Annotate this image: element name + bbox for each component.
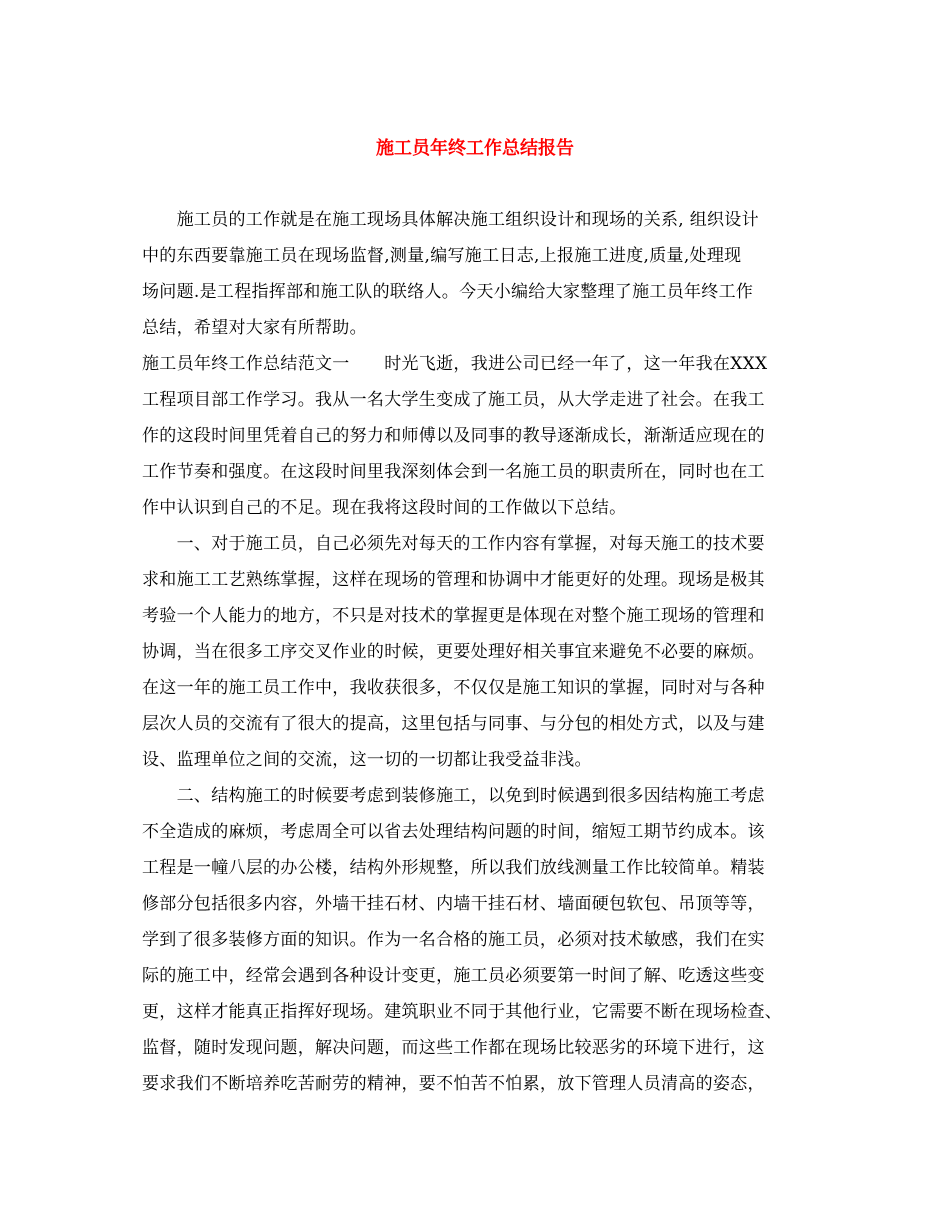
body-line: 际的施工中，经常会遇到各种设计变更，施工员必须要第一时间了解、吃透这些变 (142, 966, 765, 986)
body-line: 施工员年终工作总结范文一 时光飞逝，我进公司已经一年了，这一年我在XXX (142, 354, 768, 374)
body-line: 总结，希望对大家有所帮助。 (142, 318, 367, 338)
body-line: 施工员的工作就是在施工现场具体解决施工组织设计和现场的关系, 组织设计 (142, 210, 759, 230)
body-line: 中的东西要靠施工员在现场监督,测量,编写施工日志,上报施工进度,质量,处理现 (142, 246, 742, 266)
document-title: 施工员年终工作总结报告 (376, 138, 574, 159)
body-line: 学到了很多装修方面的知识。作为一名合格的施工员，必须对技术敏感，我们在实 (142, 930, 765, 950)
body-line: 修部分包括很多内容，外墙干挂石材、内墙干挂石材、墙面硬包软包、吊顶等等， (142, 894, 765, 914)
body-line: 协调，当在很多工序交叉作业的时候，更要处理好相关事宜来避免不必要的麻烦。 (142, 642, 765, 662)
body-line: 场问题.是工程指挥部和施工队的联络人。今天小编给大家整理了施工员年终工作 (142, 282, 754, 302)
body-line: 一、对于施工员，自己必须先对每天的工作内容有掌握，对每天施工的技术要 (142, 534, 765, 554)
body-line: 工程项目部工作学习。我从一名大学生变成了施工员，从大学走进了社会。在我工 (142, 390, 765, 410)
body-line: 监督，随时发现问题，解决问题，而这些工作都在现场比较恶劣的环境下进行，这 (142, 1038, 765, 1058)
body-line: 不全造成的麻烦，考虑周全可以省去处理结构问题的时间，缩短工期节约成本。该 (142, 822, 765, 842)
body-line: 二、结构施工的时候要考虑到装修施工，以免到时候遇到很多因结构施工考虑 (142, 786, 765, 806)
body-line: 工作节奏和强度。在这段时间里我深刻体会到一名施工员的职责所在，同时也在工 (142, 462, 765, 482)
body-line: 更，这样才能真正指挥好现场。建筑职业不同于其他行业，它需要不断在现场检查、 (142, 1002, 783, 1022)
body-line: 在这一年的施工员工作中，我收获很多，不仅仅是施工知识的掌握，同时对与各种 (142, 678, 765, 698)
body-line: 要求我们不断培养吃苦耐劳的精神，要不怕苦不怕累，放下管理人员清高的姿态， (142, 1074, 765, 1094)
body-line: 作的这段时间里凭着自己的努力和师傅以及同事的教导逐渐成长，渐渐适应现在的 (142, 426, 765, 446)
body-line: 工程是一幢八层的办公楼，结构外形规整，所以我们放线测量工作比较简单。精装 (142, 858, 765, 878)
body-line: 设、监理单位之间的交流，这一切的一切都让我受益非浅。 (142, 750, 592, 770)
body-line: 作中认识到自己的不足。现在我将这段时间的工作做以下总结。 (142, 498, 627, 518)
body-line: 考验一个人能力的地方，不只是对技术的掌握更是体现在对整个施工现场的管理和 (142, 606, 765, 626)
body-line: 求和施工工艺熟练掌握，这样在现场的管理和协调中才能更好的处理。现场是极其 (142, 570, 765, 590)
body-line: 层次人员的交流有了很大的提高，这里包括与同事、与分包的相处方式，以及与建 (142, 714, 765, 734)
